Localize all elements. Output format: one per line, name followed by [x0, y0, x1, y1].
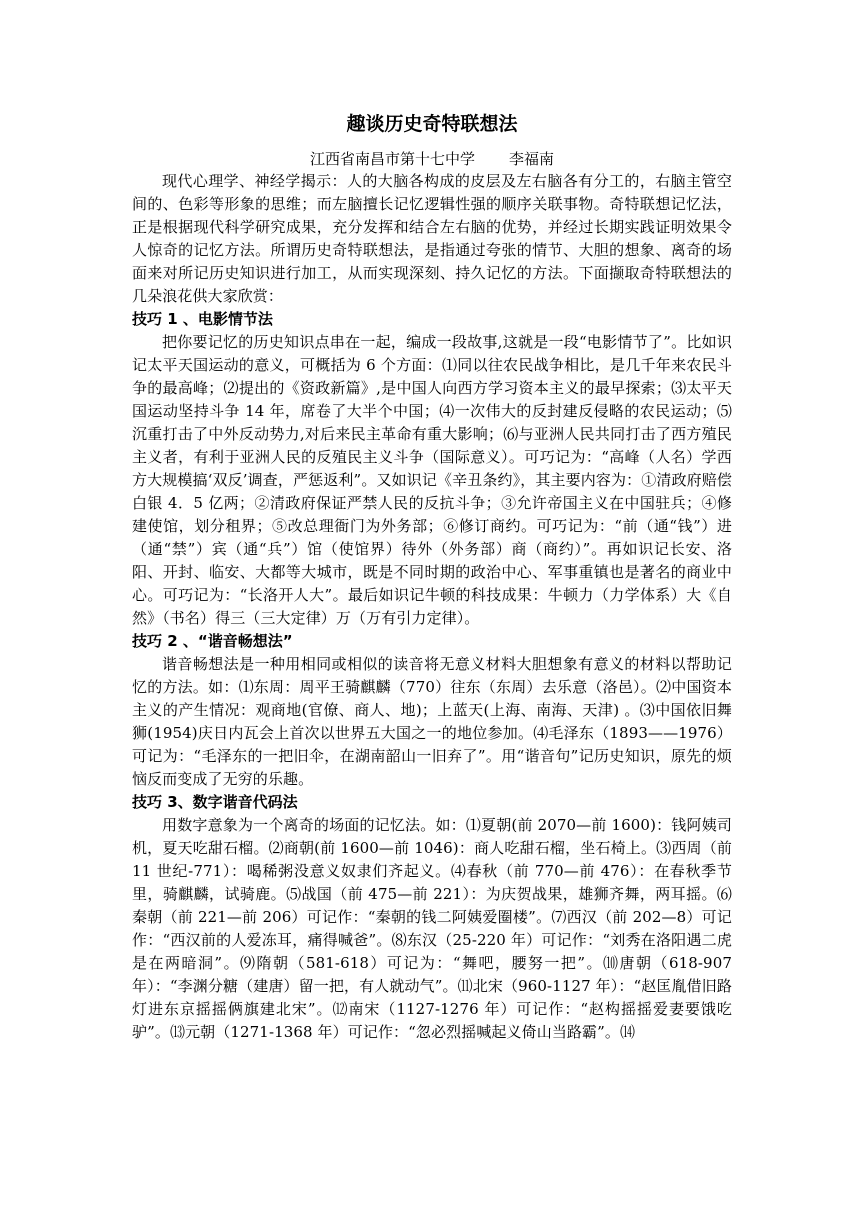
section-text-2: 谐音畅想法是一种用相同或相似的读音将无意义材料大胆想象有意义的材料以帮助记忆的方法。如：⑴东周：周平王骑麒麟（770）往东（东周）去乐意（洛邑）。⑵中国资本主义的产生情况：观商地(官僚、商人、地)；上蓝天(上海、南海、天津) 。⑶中国依旧舞狮(1954)庆日内瓦会上首次以世界五大国之一的地位参加。⑷毛泽东（1893——1976）可记为：“毛泽东的一把旧伞，在湖南韶山一旧弃了”。用“谐音句”记历史知识，原先的烦恼反而变成了无穷的乐趣。 — [132, 655, 732, 788]
section-heading-1: 技巧 1 、电影情节法 — [132, 310, 273, 328]
section-text-3: 用数字意象为一个离奇的场面的记忆法。如：⑴夏朝(前 2070—前 1600)：钱阿姨司机，夏天吃甜石榴。⑵商朝(前 1600—前 1046)：商人吃甜石榴，坐石椅上。⑶西周（前 11 世纪-771）：喝稀粥没意义奴隶们齐起义。⑷春秋（前 770—前 476）：在春秋季节里，骑麒麟，试骑鹿。⑸战国（前 475—前 221）：为庆贺战果，雄狮齐舞，两耳摇。⑹秦朝（前 221—前 206）可记作：“秦朝的钱二阿姨爱圈楼”。⑺西汉（前 202—8）可记作：“西汉前的人爱冻耳，痛得喊爸”。⑻东汉（25-220 年）可记作：“刘秀在洛阳遇二虎是在两暗洞”。⑼隋朝（581-618）可记为：“舞吧，腰努一把”。⑽唐朝（618-907 年）：“李渊分糖（建唐）留一把，有人就动气”。⑾北宋（960-1127 年）：“赵匡胤借旧路灯进东京摇摇俩旗建北宋”。⑿南宋（1127-1276 年）可记作：“赵构摇摇爱妻要饿吃驴”。⒀元朝（1271-1368 年）可记作：“忽必烈摇喊起义倚山当路霸”。⒁ — [132, 816, 732, 1041]
intro-paragraph: 现代心理学、神经学揭示：人的大脑各构成的皮层及左右脑各有分工的，右脑主管空间的、色彩等形象的思维；而左脑擅长记忆逻辑性强的顺序关联事物。奇特联想记忆法，正是根据现代科学研究成果，充分发挥和结合左右脑的优势，并经过长期实践证明效果令人惊奇的记忆方法。所谓历史奇特联想法，是指通过夸张的情节、大胆的想象、离奇的场面来对所记历史知识进行加工，从而实现深刻、持久记忆的方法。下面撷取奇特联想法的几朵浪花供大家欣赏： — [132, 172, 732, 305]
section-heading-2: 技巧 2 、“谐音畅想法” — [132, 632, 293, 650]
author-name: 李福南 — [509, 150, 555, 168]
section-heading-3: 技巧 3、数字谐音代码法 — [132, 793, 298, 811]
section-text-1: 把你要记忆的历史知识点串在一起，编成一段故事,这就是一段“电影情节了”。比如识记太平天国运动的意义，可概括为 6 个方面：⑴同以往农民战争相比，是几千年来农民斗争的最高峰；⑵提出的《资政新篇》,是中国人向西方学习资本主义的最早探索；⑶太平天国运动坚持斗争 14 年，席卷了大半个中国；⑷一次伟大的反封建反侵略的农民运动；⑸沉重打击了中外反动势力,对后来民主革命有重大影响；⑹与亚洲人民共同打击了西方殖民主义者，有利于亚洲人民的反殖民主义斗争（国际意义）。可巧记为：“高峰（人名）学西方大规模搞‘双反’调查，严惩返利”。又如识记《辛丑条约》，其主要内容为：①清政府赔偿白银 4．5 亿两；②清政府保证严禁人民的反抗斗争；③允许帝国主义在中国驻兵；④修建使馆，划分租界；⑤改总理衙门为外务部；⑥修订商约。可巧记为：“前（通“钱”）进（通“禁”）宾（通“兵”）馆（使馆界）待外（外务部）商（商约）”。再如识记长安、洛阳、开封、临安、大都等大城市，既是不同时期的政治中心、军事重镇也是著名的商业中心。可巧记为：“长洛开人大”。最后如识记牛顿的科技成果：牛顿力（力学体系）大《自然》（书名）得三（三大定律）万（万有引力定律）。 — [132, 333, 732, 627]
document-title: 趣谈历史奇特联想法 — [346, 113, 518, 135]
school-name: 江西省南昌市第十七中学 — [309, 150, 475, 168]
byline — [132, 148, 732, 170]
document-page — [132, 112, 732, 1044]
